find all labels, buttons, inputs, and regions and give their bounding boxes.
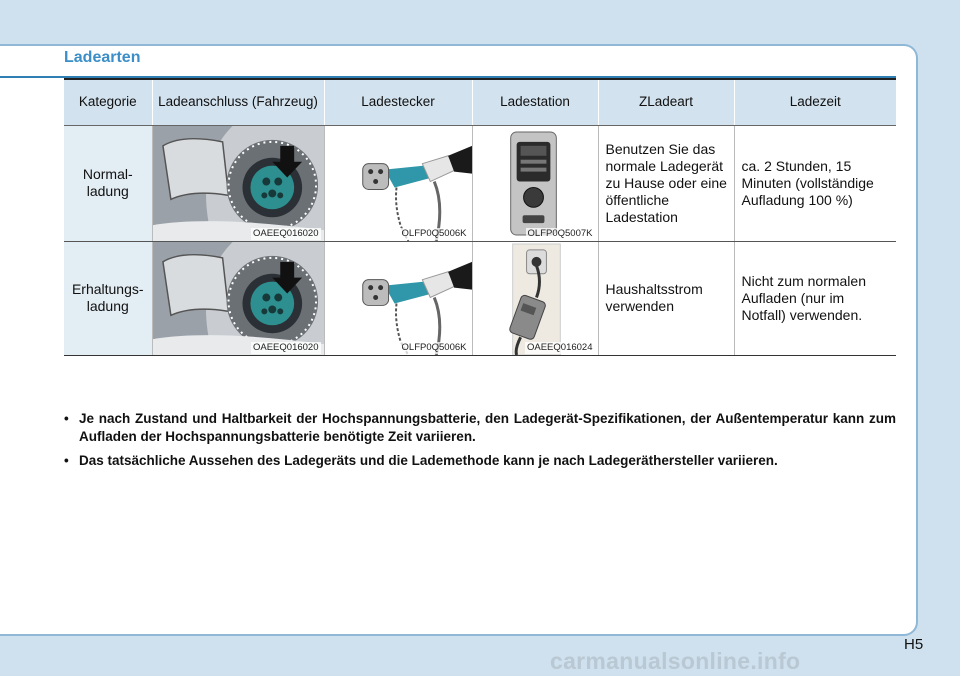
category-cell: Erhaltungs-ladung <box>64 241 152 355</box>
method-cell: Haushaltsstrom verwenden <box>598 241 734 355</box>
charging-types-table <box>64 78 896 356</box>
section-title: Ladearten <box>64 49 141 66</box>
header-station: Ladestation <box>472 79 598 125</box>
image-code: OLFP0Q5007K <box>527 227 593 239</box>
charging-port-image <box>152 125 324 241</box>
list-item <box>64 410 896 446</box>
charging-port-icon <box>153 126 324 241</box>
header-method: ZLadeart <box>598 79 734 125</box>
plug-icon <box>325 242 472 355</box>
image-code: OLFP0Q5006K <box>401 227 467 239</box>
list-item <box>64 452 896 470</box>
charging-plug-image <box>324 125 472 241</box>
time-cell: Nicht zum normalen Aufladen (nur im Notfall) verwenden. <box>734 241 896 355</box>
charging-port-icon <box>153 242 324 355</box>
time-cell: ca. 2 Stunden, 15 Minuten (vollständige Aufladung 100 %) <box>734 125 896 241</box>
header-plug: Ladestecker <box>324 79 472 125</box>
table-row <box>64 125 896 241</box>
note-text: Das tatsächliche Aussehen des Ladegeräts und die Lademethode kann je nach Ladegeräthersteller variieren. <box>79 453 778 468</box>
wallbox-icon <box>473 126 598 241</box>
watermark: carmanualsonline.info <box>550 648 801 674</box>
portable-charger-icon <box>473 242 598 355</box>
household-charger-image <box>472 241 598 355</box>
image-code: OLFP0Q5006K <box>401 341 467 353</box>
charging-port-image <box>152 241 324 355</box>
charging-plug-image <box>324 241 472 355</box>
header-time: Ladezeit <box>734 79 896 125</box>
bullet-icon: • <box>64 411 69 426</box>
header-category: Kategorie <box>64 79 152 125</box>
image-code: OAEEQ016024 <box>527 341 593 353</box>
table-header-row <box>64 79 896 125</box>
page-number: H5 <box>904 636 924 653</box>
note-text: Je nach Zustand und Haltbarkeit der Hochspannungsbatterie, den Ladegerät-Spezifikationen, der Außentemperatur kann zum Aufladen der Hochspannungsbatterie benötigte Zeit variieren. <box>79 411 896 444</box>
image-code: OAEEQ016020 <box>253 341 319 353</box>
method-cell: Benutzen Sie das normale Ladegerät zu Hause oder eine öffentliche Ladestation <box>598 125 734 241</box>
image-code: OAEEQ016020 <box>253 227 319 239</box>
table-row <box>64 241 896 355</box>
notes-list <box>64 410 896 476</box>
charging-station-image <box>472 125 598 241</box>
bullet-icon: • <box>64 453 69 468</box>
header-port: Ladeanschluss (Fahrzeug) <box>152 79 324 125</box>
category-cell: Normal-ladung <box>64 125 152 241</box>
plug-icon <box>325 126 472 241</box>
